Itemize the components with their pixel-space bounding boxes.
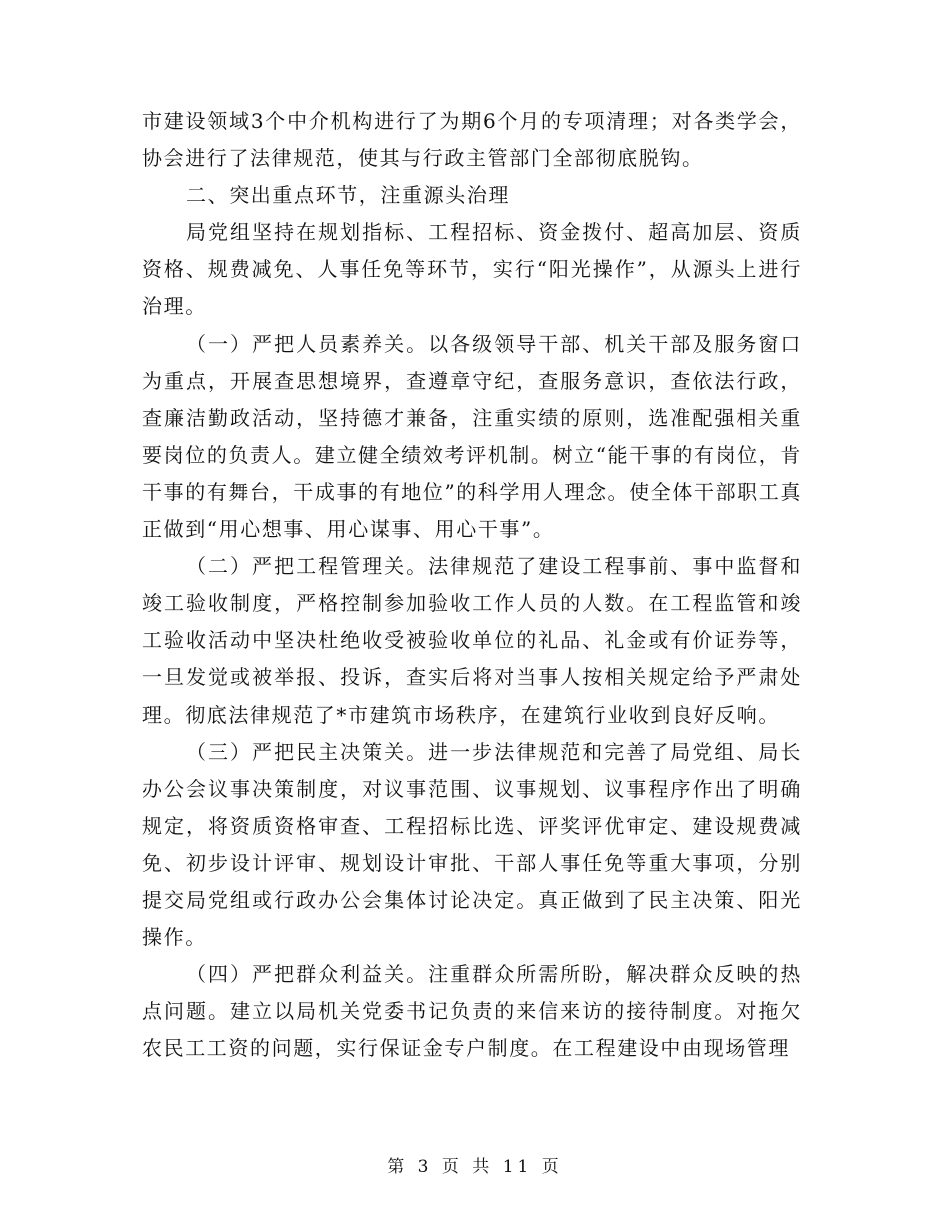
section-heading: 二、突出重点环节，注重源头治理 (186, 183, 510, 208)
paragraph-public-interest: （四）严把群众利益关。注重群众所需所盼，解决群众反映的热点问题。建立以局机关党委书记负责的来信来访的接待制度。对拖欠农民工工资的问题，实行保证金专户制度。在工程建设中由现场管理 (142, 962, 802, 1061)
paragraph-continuation: 市建设领域3个中介机构进行了为期6个月的专项清理；对各类学会，协会进行了法律规范，使其与行政主管部门全部彻底脱钩。 (142, 109, 802, 171)
paragraph-intro: 局党组坚持在规划指标、工程招标、资金拨付、超高加层、资质资格、规费减免、人事任免等环节，实行“阳光操作”，从源头上进行治理。 (142, 220, 802, 319)
paragraph-decision: （三）严把民主决策关。进一步法律规范和完善了局党组、局长办公会议事决策制度，对议事范围、议事规划、议事程序作出了明确规定，将资质资格审查、工程招标比选、评奖评优审定、建设规费减免、初步设计评审、规划设计审批、干部人事任免等重大事项，分别提交局党组或行政办公会集体讨论决定。真正做到了民主决策、阳光操作。 (142, 739, 802, 950)
document-body (142, 103, 802, 1067)
paragraph-personnel: （一）严把人员素养关。以各级领导干部、机关干部及服务窗口为重点，开展查思想境界，查遵章守纪，查服务意识，查依法行政，查廉洁勤政活动，坚持德才兼备，注重实绩的原则，选准配强相关重要岗位的负责人。建立健全绩效考评机制。树立“能干事的有岗位，肯干事的有舞台，干成事的有地位”的科学用人理念。使全体干部职工真正做到“用心想事、用心谋事、用心干事”。 (142, 331, 802, 542)
paragraph-engineering: （二）严把工程管理关。法律规范了建设工程事前、事中监督和竣工验收制度，严格控制参加验收工作人员的人数。在工程监管和竣工验收活动中坚决杜绝收受被验收单位的礼品、礼金或有价证券等，一旦发觉或被举报、投诉，查实后将对当事人按相关规定给予严肃处理。彻底法律规范了*市建筑市场秩序，在建筑行业收到良好反响。 (142, 554, 802, 727)
page-footer: 第 3 页 共 11 页 (387, 1157, 563, 1177)
